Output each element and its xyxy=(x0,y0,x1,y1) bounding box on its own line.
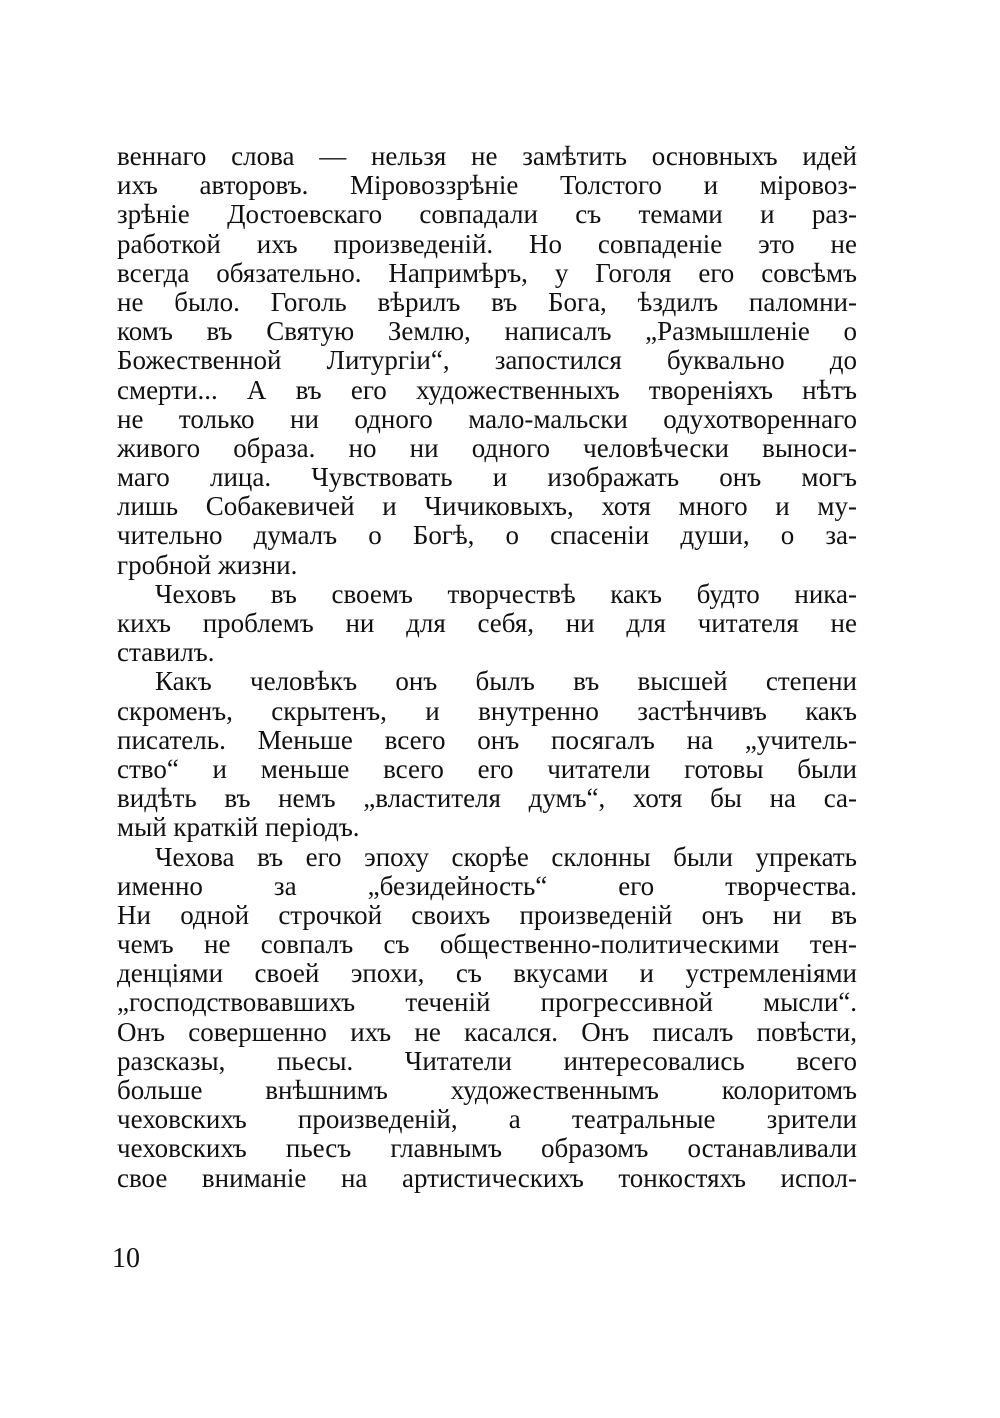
text-line: не было. Гоголь вѣрилъ въ Бога, ѣздилъ паломни- xyxy=(117,286,857,317)
text-line: всегда обязательно. Напримѣръ, у Гоголя его совсѣмъ xyxy=(117,257,857,288)
text-line: видѣть въ немъ „властителя думъ“, хотя бы на са- xyxy=(117,783,857,814)
text-line: Какъ человѣкъ онъ былъ въ высшей степени xyxy=(155,666,857,697)
text-line: Чехова въ его эпоху скорѣе склонны были упрекать xyxy=(155,841,857,872)
text-line: писатель. Меньше всего онъ посягалъ на „учитель- xyxy=(117,724,857,755)
text-line: не только ни одного мало-мальски одухотвореннаго xyxy=(117,403,857,434)
text-line: „господствовавшихъ теченій прогрессивной мысли“. xyxy=(117,987,857,1018)
text-line: скроменъ, скрытенъ, и внутренно застѣнчивъ какъ xyxy=(117,695,857,726)
text-line: гробной жизни. xyxy=(117,549,298,580)
text-line: веннаго слова — нельзя не замѣтить основныхъ идей xyxy=(117,141,857,171)
text-line: ихъ авторовъ. Міровоззрѣніе Толстого и міровоз- xyxy=(117,170,857,201)
text-line: лишь Собакевичей и Чичиковыхъ, хотя много и му- xyxy=(117,491,857,522)
text-line: смерти... А въ его художественныхъ твореніяхъ нѣтъ xyxy=(117,374,857,405)
body-text xyxy=(117,142,857,1193)
text-line: свое вниманіе на артистическихъ тонкостяхъ испол- xyxy=(117,1162,857,1193)
text-line: маго лица. Чувствовать и изображать онъ могъ xyxy=(117,462,857,493)
text-line: денціями своей эпохи, съ вкусами и устремленіями xyxy=(117,958,857,989)
text-line: мый краткій періодъ. xyxy=(117,812,360,843)
text-line: ставилъ. xyxy=(117,637,215,668)
text-line: разсказы, пьесы. Читатели интересовались всего xyxy=(117,1045,857,1076)
text-line: Онъ совершенно ихъ не касался. Онъ писалъ повѣсти, xyxy=(117,1016,857,1047)
text-line: Ни одной строчкой своихъ произведеній онъ ни въ xyxy=(117,899,857,930)
text-line: именно за „безидейность“ его творчества. xyxy=(117,870,857,901)
text-line: комъ въ Святую Землю, написалъ „Размышленіе о xyxy=(117,316,857,347)
text-line: кихъ проблемъ ни для себя, ни для читателя не xyxy=(117,608,857,638)
text-line: зрѣніе Достоевскаго совпадали съ темами и раз- xyxy=(117,199,857,230)
text-line: больше внѣшнимъ художественнымъ колоритомъ xyxy=(117,1075,857,1105)
text-line: работкой ихъ произведеній. Но совпаденіе это не xyxy=(117,228,857,259)
text-line: чеховскихъ пьесъ главнымъ образомъ останавливали xyxy=(117,1133,857,1164)
text-line: чительно думалъ о Богѣ, о спасеніи души, о за- xyxy=(117,520,857,551)
text-line: чемъ не совпалъ съ общественно-политическими тен- xyxy=(117,929,857,960)
text-line: живого образа. но ни одного человѣчески выноси- xyxy=(117,432,857,463)
text-line: ство“ и меньше всего его читатели готовы были xyxy=(117,753,857,784)
page-number: 10 xyxy=(112,1243,140,1274)
text-line: Божественной Литургіи“, запостился буквально до xyxy=(117,345,857,376)
text-line: чеховскихъ произведеній, а театральные зрители xyxy=(117,1104,857,1135)
text-line: Чеховъ въ своемъ творчествѣ какъ будто ника- xyxy=(155,578,857,609)
